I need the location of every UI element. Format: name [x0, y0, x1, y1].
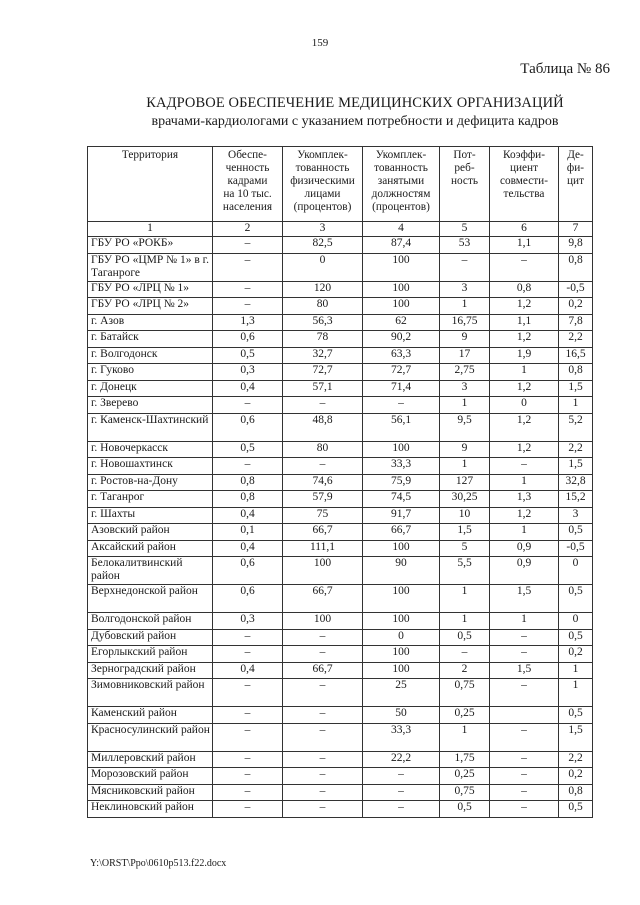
territory-cell: ГБУ РО «ЛРЦ № 2»: [88, 298, 213, 315]
coef-cell: –: [490, 723, 559, 751]
staffing-phys-cell: –: [283, 707, 363, 724]
staffing-phys-cell: 66,7: [283, 524, 363, 541]
territory-cell: Азовский район: [88, 524, 213, 541]
table-row: [88, 237, 593, 254]
deficit-cell: -0,5: [559, 281, 593, 298]
provision-cell: 0,5: [213, 441, 283, 458]
need-cell: 1: [440, 613, 490, 630]
deficit-cell: 1,5: [559, 458, 593, 475]
table-row: [88, 540, 593, 557]
need-cell: 0,75: [440, 679, 490, 707]
staffing-phys-cell: 78: [283, 331, 363, 348]
need-cell: 1: [440, 298, 490, 315]
coef-cell: –: [490, 253, 559, 281]
territory-cell: г. Гуково: [88, 364, 213, 381]
need-cell: 0,5: [440, 629, 490, 646]
provision-cell: –: [213, 629, 283, 646]
header-territory: Территория: [88, 147, 213, 222]
need-cell: 16,75: [440, 314, 490, 331]
staffing-pos-cell: 74,5: [363, 491, 440, 508]
deficit-cell: 32,8: [559, 474, 593, 491]
table-row: [88, 524, 593, 541]
staffing-pos-cell: 90,2: [363, 331, 440, 348]
territory-cell: г. Азов: [88, 314, 213, 331]
coef-cell: 1,2: [490, 441, 559, 458]
header-row: [88, 147, 593, 222]
territory-cell: Каменский район: [88, 707, 213, 724]
deficit-cell: 0,8: [559, 253, 593, 281]
column-number: 4: [363, 222, 440, 237]
page-title: КАДРОВОЕ ОБЕСПЕЧЕНИЕ МЕДИЦИНСКИХ ОРГАНИЗАЦИЙ: [146, 95, 564, 111]
table-row: [88, 364, 593, 381]
deficit-cell: 1: [559, 662, 593, 679]
deficit-cell: 3: [559, 507, 593, 524]
staffing-phys-cell: –: [283, 784, 363, 801]
column-number: 1: [88, 222, 213, 237]
coef-cell: 0,8: [490, 281, 559, 298]
staffing-phys-cell: –: [283, 629, 363, 646]
staffing-pos-cell: 22,2: [363, 751, 440, 768]
staffing-pos-cell: 63,3: [363, 347, 440, 364]
table-row: [88, 458, 593, 475]
provision-cell: –: [213, 723, 283, 751]
provision-cell: –: [213, 281, 283, 298]
territory-cell: Зимовниковский район: [88, 679, 213, 707]
staffing-phys-cell: 57,1: [283, 380, 363, 397]
table-row: [88, 751, 593, 768]
header-deficit: Де- фи- цит: [559, 147, 593, 222]
territory-cell: Неклиновский район: [88, 801, 213, 818]
staffing-phys-cell: –: [283, 801, 363, 818]
staffing-phys-cell: 74,6: [283, 474, 363, 491]
staffing-phys-cell: 57,9: [283, 491, 363, 508]
provision-cell: 0,6: [213, 413, 283, 441]
territory-cell: Красносулинский район: [88, 723, 213, 751]
deficit-cell: 0: [559, 557, 593, 585]
coef-cell: 0: [490, 397, 559, 414]
table-row: [88, 281, 593, 298]
need-cell: 10: [440, 507, 490, 524]
coef-cell: 0,9: [490, 557, 559, 585]
need-cell: 1: [440, 397, 490, 414]
deficit-cell: 0,2: [559, 298, 593, 315]
table-row: [88, 474, 593, 491]
table-body: [88, 237, 593, 818]
need-cell: 127: [440, 474, 490, 491]
staffing-pos-cell: 100: [363, 540, 440, 557]
table-row: [88, 585, 593, 613]
staffing-table: [87, 146, 593, 818]
need-cell: 5: [440, 540, 490, 557]
table-row: [88, 723, 593, 751]
territory-cell: Волгодонской район: [88, 613, 213, 630]
staffing-pos-cell: 50: [363, 707, 440, 724]
coef-cell: 1,2: [490, 380, 559, 397]
staffing-pos-cell: 100: [363, 441, 440, 458]
column-number: 7: [559, 222, 593, 237]
need-cell: 2: [440, 662, 490, 679]
file-path-footer: Y:\ORST\Ppo\0610p513.f22.docx: [90, 858, 227, 869]
provision-cell: –: [213, 298, 283, 315]
provision-cell: 0,4: [213, 540, 283, 557]
provision-cell: –: [213, 768, 283, 785]
need-cell: 3: [440, 281, 490, 298]
staffing-pos-cell: –: [363, 768, 440, 785]
staffing-phys-cell: 80: [283, 441, 363, 458]
deficit-cell: 1: [559, 679, 593, 707]
territory-cell: г. Новочеркасск: [88, 441, 213, 458]
coef-cell: 0,9: [490, 540, 559, 557]
need-cell: 1: [440, 458, 490, 475]
coef-cell: 1: [490, 613, 559, 630]
need-cell: 5,5: [440, 557, 490, 585]
coef-cell: [490, 707, 559, 724]
territory-cell: г. Шахты: [88, 507, 213, 524]
staffing-phys-cell: –: [283, 723, 363, 751]
table-label: Таблица № 86: [520, 61, 610, 77]
territory-cell: Егорлыкский район: [88, 646, 213, 663]
staffing-phys-cell: 100: [283, 557, 363, 585]
staffing-pos-cell: –: [363, 784, 440, 801]
page-number: 159: [311, 37, 329, 49]
staffing-phys-cell: –: [283, 768, 363, 785]
need-cell: 30,25: [440, 491, 490, 508]
table-row: [88, 768, 593, 785]
provision-cell: –: [213, 801, 283, 818]
staffing-pos-cell: 66,7: [363, 524, 440, 541]
deficit-cell: 1,5: [559, 380, 593, 397]
coef-cell: 1,5: [490, 662, 559, 679]
staffing-phys-cell: –: [283, 679, 363, 707]
need-cell: 3: [440, 380, 490, 397]
staffing-pos-cell: 25: [363, 679, 440, 707]
need-cell: 9,5: [440, 413, 490, 441]
staffing-pos-cell: 100: [363, 298, 440, 315]
column-number: 6: [490, 222, 559, 237]
header-need: Пот- реб- ность: [440, 147, 490, 222]
need-cell: 17: [440, 347, 490, 364]
coef-cell: –: [490, 679, 559, 707]
staffing-pos-cell: 71,4: [363, 380, 440, 397]
territory-cell: г. Донецк: [88, 380, 213, 397]
staffing-phys-cell: –: [283, 397, 363, 414]
deficit-cell: 0,2: [559, 646, 593, 663]
territory-cell: г. Новошахтинск: [88, 458, 213, 475]
need-cell: –: [440, 646, 490, 663]
need-cell: 1,75: [440, 751, 490, 768]
coef-cell: 1: [490, 524, 559, 541]
coef-cell: –: [490, 768, 559, 785]
need-cell: 9: [440, 441, 490, 458]
deficit-cell: 0,5: [559, 801, 593, 818]
table-row: [88, 253, 593, 281]
provision-cell: 0,1: [213, 524, 283, 541]
staffing-pos-cell: 91,7: [363, 507, 440, 524]
territory-cell: ГБУ РО «ЦМР № 1» в г. Таганроге: [88, 253, 213, 281]
provision-cell: 0,8: [213, 474, 283, 491]
provision-cell: 0,4: [213, 662, 283, 679]
coef-cell: 1: [490, 474, 559, 491]
need-cell: 1,5: [440, 524, 490, 541]
provision-cell: 0,4: [213, 380, 283, 397]
territory-cell: г. Волгодонск: [88, 347, 213, 364]
table-row: [88, 784, 593, 801]
staffing-phys-cell: –: [283, 646, 363, 663]
table-row: [88, 679, 593, 707]
staffing-phys-cell: 75: [283, 507, 363, 524]
provision-cell: –: [213, 237, 283, 254]
provision-cell: 0,8: [213, 491, 283, 508]
deficit-cell: 16,5: [559, 347, 593, 364]
provision-cell: 0,6: [213, 331, 283, 348]
page-subtitle: врачами-кардиологами с указанием потребности и дефицита кадров: [151, 114, 559, 129]
territory-cell: Зерноградский район: [88, 662, 213, 679]
deficit-cell: 0,8: [559, 784, 593, 801]
need-cell: 2,75: [440, 364, 490, 381]
header-staffing-phys: Укомплек- тованность физическими лицами (процентов): [283, 147, 363, 222]
staffing-pos-cell: 100: [363, 281, 440, 298]
staffing-phys-cell: 111,1: [283, 540, 363, 557]
territory-cell: Аксайский район: [88, 540, 213, 557]
staffing-pos-cell: –: [363, 397, 440, 414]
table-row: [88, 380, 593, 397]
need-cell: 9: [440, 331, 490, 348]
territory-cell: г. Каменск-Шахтинский: [88, 413, 213, 441]
table-row: [88, 413, 593, 441]
need-cell: 0,25: [440, 768, 490, 785]
staffing-pos-cell: 100: [363, 585, 440, 613]
staffing-pos-cell: 87,4: [363, 237, 440, 254]
coef-cell: 1,2: [490, 507, 559, 524]
staffing-pos-cell: 100: [363, 646, 440, 663]
table-row: [88, 801, 593, 818]
provision-cell: 0,3: [213, 364, 283, 381]
provision-cell: 0,5: [213, 347, 283, 364]
provision-cell: 1,3: [213, 314, 283, 331]
header-staffing-pos: Укомплек- тованность занятыми должностям (процентов): [363, 147, 440, 222]
coef-cell: –: [490, 784, 559, 801]
coef-cell: –: [490, 458, 559, 475]
coef-cell: –: [490, 646, 559, 663]
territory-cell: Верхнедонской район: [88, 585, 213, 613]
header-coef: Коэффи- циент совмести- тельства: [490, 147, 559, 222]
territory-cell: Мясниковский район: [88, 784, 213, 801]
staffing-phys-cell: 32,7: [283, 347, 363, 364]
table-row: [88, 397, 593, 414]
table-row: [88, 707, 593, 724]
deficit-cell: 1: [559, 397, 593, 414]
provision-cell: –: [213, 646, 283, 663]
column-number: 3: [283, 222, 363, 237]
territory-cell: г. Таганрог: [88, 491, 213, 508]
territory-cell: г. Ростов-на-Дону: [88, 474, 213, 491]
staffing-phys-cell: 72,7: [283, 364, 363, 381]
deficit-cell: -0,5: [559, 540, 593, 557]
territory-cell: Дубовский район: [88, 629, 213, 646]
staffing-pos-cell: 100: [363, 253, 440, 281]
staffing-phys-cell: –: [283, 751, 363, 768]
table-row: [88, 347, 593, 364]
column-number-row: [88, 222, 593, 237]
table-row: [88, 507, 593, 524]
staffing-pos-cell: 100: [363, 662, 440, 679]
table-row: [88, 629, 593, 646]
staffing-pos-cell: 62: [363, 314, 440, 331]
territory-cell: г. Зверево: [88, 397, 213, 414]
staffing-pos-cell: 90: [363, 557, 440, 585]
coef-cell: 1: [490, 364, 559, 381]
deficit-cell: 5,2: [559, 413, 593, 441]
staffing-phys-cell: 66,7: [283, 585, 363, 613]
staffing-phys-cell: –: [283, 458, 363, 475]
staffing-pos-cell: 0: [363, 629, 440, 646]
staffing-phys-cell: 0: [283, 253, 363, 281]
provision-cell: –: [213, 707, 283, 724]
column-number: 2: [213, 222, 283, 237]
need-cell: 0,25: [440, 707, 490, 724]
territory-cell: Морозовский район: [88, 768, 213, 785]
coef-cell: 1,2: [490, 331, 559, 348]
provision-cell: –: [213, 397, 283, 414]
table-row: [88, 298, 593, 315]
staffing-pos-cell: 56,1: [363, 413, 440, 441]
provision-cell: 0,6: [213, 585, 283, 613]
staffing-phys-cell: 56,3: [283, 314, 363, 331]
staffing-phys-cell: 66,7: [283, 662, 363, 679]
provision-cell: –: [213, 253, 283, 281]
provision-cell: 0,6: [213, 557, 283, 585]
need-cell: 53: [440, 237, 490, 254]
provision-cell: 0,4: [213, 507, 283, 524]
deficit-cell: 1,5: [559, 723, 593, 751]
territory-cell: г. Батайск: [88, 331, 213, 348]
table-row: [88, 646, 593, 663]
provision-cell: –: [213, 458, 283, 475]
deficit-cell: 2,2: [559, 331, 593, 348]
staffing-pos-cell: 75,9: [363, 474, 440, 491]
coef-cell: 1,2: [490, 298, 559, 315]
staffing-pos-cell: 33,3: [363, 458, 440, 475]
table-row: [88, 557, 593, 585]
staffing-phys-cell: 100: [283, 613, 363, 630]
provision-cell: –: [213, 784, 283, 801]
deficit-cell: 7,8: [559, 314, 593, 331]
staffing-pos-cell: –: [363, 801, 440, 818]
coef-cell: 1,5: [490, 585, 559, 613]
deficit-cell: 0,5: [559, 629, 593, 646]
coef-cell: 1,1: [490, 237, 559, 254]
coef-cell: –: [490, 751, 559, 768]
need-cell: –: [440, 253, 490, 281]
table-row: [88, 662, 593, 679]
coef-cell: –: [490, 629, 559, 646]
need-cell: 1: [440, 723, 490, 751]
coef-cell: 1,2: [490, 413, 559, 441]
table-row: [88, 331, 593, 348]
deficit-cell: 0,5: [559, 707, 593, 724]
deficit-cell: 0,5: [559, 585, 593, 613]
provision-cell: –: [213, 679, 283, 707]
coef-cell: 1,1: [490, 314, 559, 331]
table-row: [88, 441, 593, 458]
coef-cell: 1,3: [490, 491, 559, 508]
deficit-cell: 0,5: [559, 524, 593, 541]
staffing-phys-cell: 48,8: [283, 413, 363, 441]
territory-cell: Миллеровский район: [88, 751, 213, 768]
need-cell: 1: [440, 585, 490, 613]
coef-cell: –: [490, 801, 559, 818]
deficit-cell: 2,2: [559, 751, 593, 768]
table-row: [88, 314, 593, 331]
staffing-pos-cell: 100: [363, 613, 440, 630]
need-cell: 0,5: [440, 801, 490, 818]
provision-cell: 0,3: [213, 613, 283, 630]
staffing-phys-cell: 80: [283, 298, 363, 315]
deficit-cell: 0,8: [559, 364, 593, 381]
deficit-cell: 9,8: [559, 237, 593, 254]
territory-cell: ГБУ РО «РОКБ»: [88, 237, 213, 254]
deficit-cell: 2,2: [559, 441, 593, 458]
header-provision: Обеспе- ченность кадрами на 10 тыс. населения: [213, 147, 283, 222]
staffing-phys-cell: 120: [283, 281, 363, 298]
provision-cell: –: [213, 751, 283, 768]
table-row: [88, 491, 593, 508]
deficit-cell: 15,2: [559, 491, 593, 508]
staffing-phys-cell: 82,5: [283, 237, 363, 254]
column-number: 5: [440, 222, 490, 237]
deficit-cell: 0: [559, 613, 593, 630]
table-row: [88, 613, 593, 630]
coef-cell: 1,9: [490, 347, 559, 364]
deficit-cell: 0,2: [559, 768, 593, 785]
territory-cell: Белокалитвинский район: [88, 557, 213, 585]
staffing-pos-cell: 72,7: [363, 364, 440, 381]
staffing-pos-cell: 33,3: [363, 723, 440, 751]
territory-cell: ГБУ РО «ЛРЦ № 1»: [88, 281, 213, 298]
need-cell: 0,75: [440, 784, 490, 801]
